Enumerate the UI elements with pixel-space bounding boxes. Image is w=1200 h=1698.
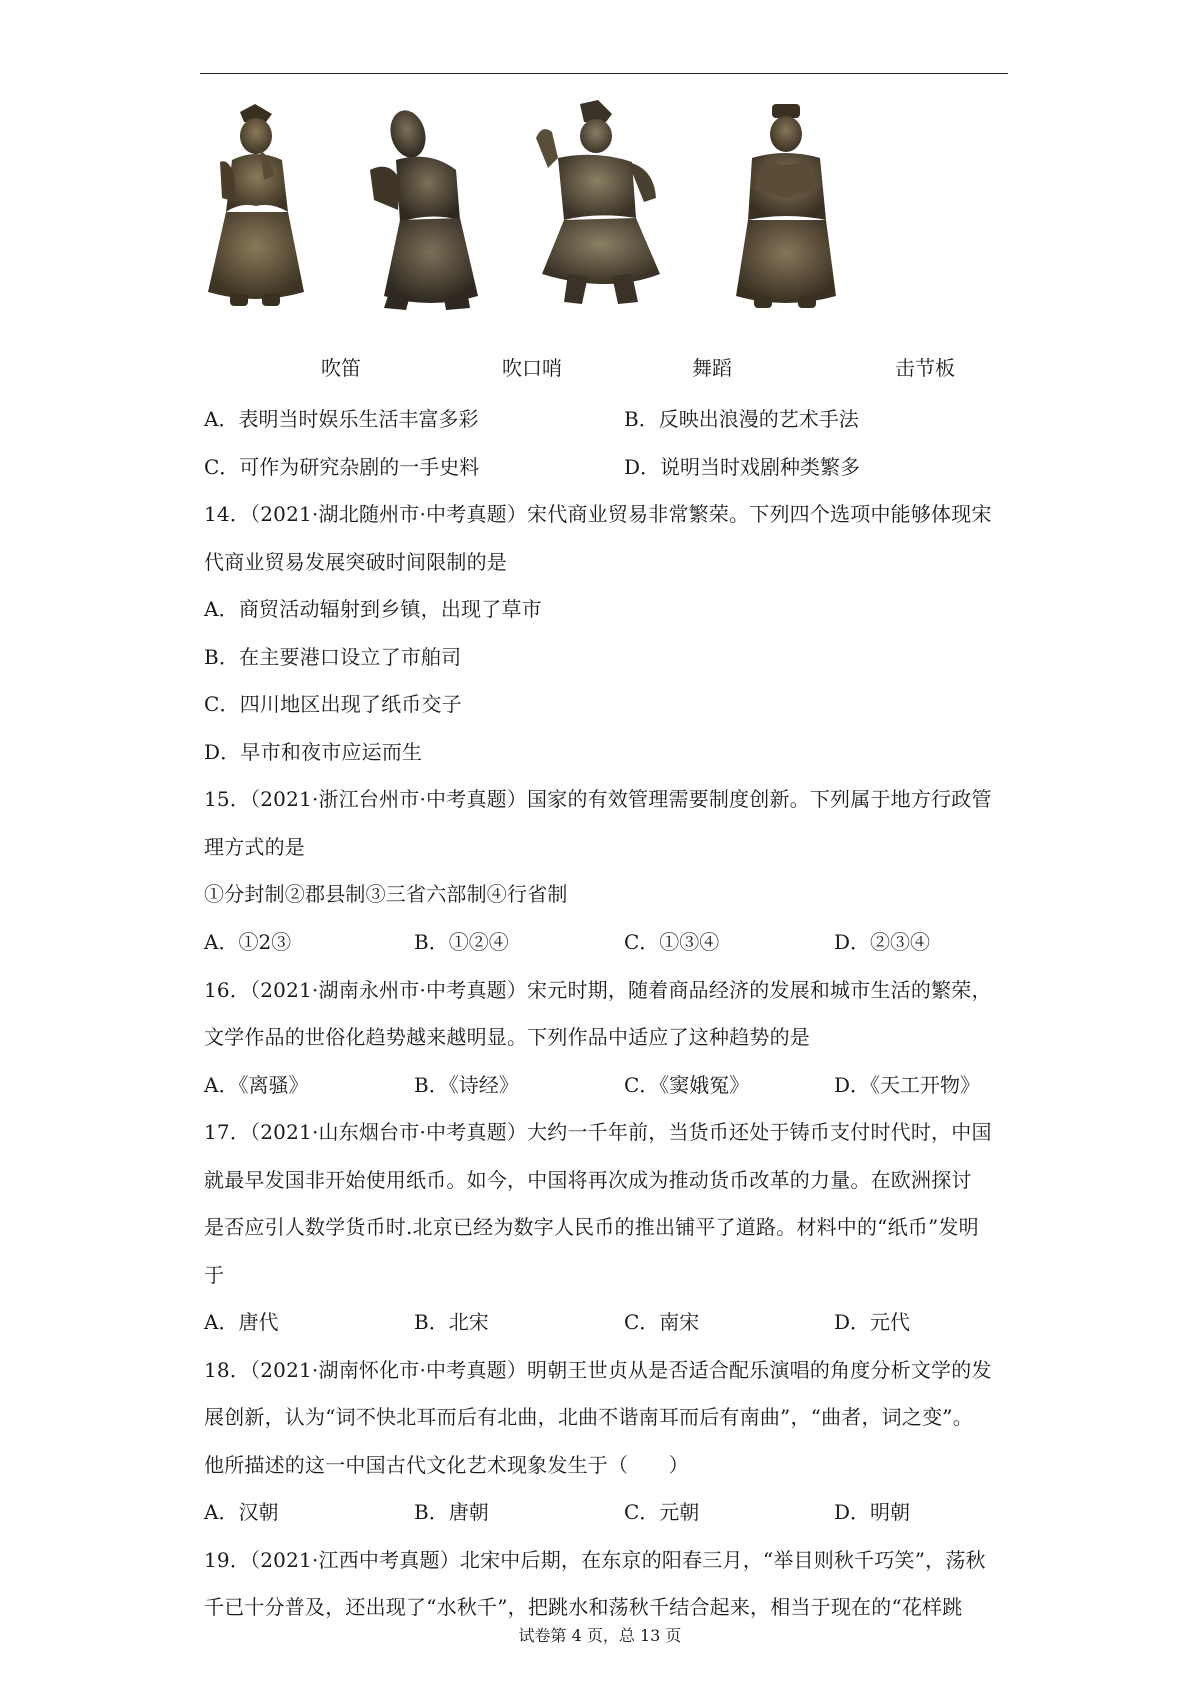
figure-caption-whistle: 吹口哨 — [502, 356, 562, 380]
q15-stem-line-2: 理方式的是 — [204, 835, 305, 859]
figure-caption-dance: 舞蹈 — [692, 356, 732, 380]
q18-option-c: C．元朝 — [624, 1500, 700, 1524]
q18-stem-line-2: 展创新，认为“词不快北耳而后有北曲，北曲不谐南耳而后有南曲”，“曲者，词之变”。 — [204, 1405, 973, 1429]
q15-stem-line-3: ①分封制②郡县制③三省六部制④行省制 — [204, 882, 568, 906]
q17-stem-line-2: 就最早发国非开始使用纸币。如今，中国将再次成为推动货币改革的力量。在欧洲探讨 — [204, 1168, 972, 1192]
q13-option-d: D．说明当时戏剧种类繁多 — [624, 455, 861, 479]
figure-caption-flute: 吹笛 — [321, 356, 361, 380]
q19-stem-line-2: 千已十分普及，还出现了“水秋千”，把跳水和荡秋千结合起来，相当于现在的“花样跳 — [204, 1595, 963, 1619]
q14-stem-line-2: 代商业贸易发展突破时间限制的是 — [204, 550, 507, 574]
q15-option-b: B．①②④ — [414, 930, 509, 954]
q15-stem-line-1: 15．（2021·浙江台州市·中考真题）国家的有效管理需要制度创新。下列属于地方行政管 — [204, 787, 992, 811]
q16-option-b: B．《诗经》 — [414, 1073, 519, 1097]
q14-option-a: A．商贸活动辐射到乡镇，出现了草市 — [204, 597, 542, 621]
q18-stem-line-1: 18．（2021·湖南怀化市·中考真题）明朝王世贞从是否适合配乐演唱的角度分析文学的发 — [204, 1358, 992, 1382]
q14-option-b: B．在主要港口设立了市舶司 — [204, 645, 462, 669]
figurine-clapper-image — [726, 102, 846, 330]
q14-stem-line-1: 14．（2021·湖北随州市·中考真题）宋代商业贸易非常繁荣。下列四个选项中能够体现宋 — [204, 502, 992, 526]
q18-option-a: A．汉朝 — [204, 1500, 279, 1524]
figurine-flute-image — [200, 102, 310, 330]
q17-option-c: C．南宋 — [624, 1310, 700, 1334]
q13-option-c: C．可作为研究杂剧的一手史料 — [204, 455, 480, 479]
q17-stem-line-1: 17．（2021·山东烟台市·中考真题）大约一千年前，当货币还处于铸币支付时代时，中国 — [204, 1120, 992, 1144]
figurine-dance-image — [528, 98, 668, 330]
header-rule — [200, 73, 1008, 74]
q17-stem-line-4: 于 — [204, 1263, 225, 1287]
q16-option-a: A．《离骚》 — [204, 1073, 309, 1097]
q14-option-c: C．四川地区出现了纸币交子 — [204, 692, 462, 716]
q13-option-a: A．表明当时娱乐生活丰富多彩 — [204, 407, 479, 431]
q17-option-a: A．唐代 — [204, 1310, 279, 1334]
q18-stem-line-3: 他所描述的这一中国古代文化艺术现象发生于（ ） — [204, 1453, 689, 1477]
q16-option-d: D．《天工开物》 — [834, 1073, 981, 1097]
q16-option-c: C．《窦娥冤》 — [624, 1073, 750, 1097]
q18-option-b: B．唐朝 — [414, 1500, 489, 1524]
page-footer: 试卷第 4 页，总 13 页 — [518, 1626, 682, 1645]
q17-option-b: B．北宋 — [414, 1310, 489, 1334]
figure-caption-clapper: 击节板 — [895, 356, 955, 380]
q16-stem-line-1: 16．（2021·湖南永州市·中考真题）宋元时期，随着商品经济的发展和城市生活的繁荣， — [204, 978, 992, 1002]
q13-option-b: B．反映出浪漫的艺术手法 — [624, 407, 859, 431]
q15-option-c: C．①③④ — [624, 930, 720, 954]
q19-stem-line-1: 19．（2021·江西中考真题）北宋中后期，在东京的阳春三月，“举目则秋千巧笑”，荡秋 — [204, 1548, 986, 1572]
q17-option-d: D．元代 — [834, 1310, 911, 1334]
q18-option-d: D．明朝 — [834, 1500, 911, 1524]
q14-option-d: D．早市和夜市应运而生 — [204, 740, 423, 764]
q17-stem-line-3: 是否应引人数学货币时.北京已经为数字人民币的推出铺平了道路。材料中的“纸币”发明 — [204, 1215, 979, 1239]
q16-stem-line-2: 文学作品的世俗化趋势越来越明显。下列作品中适应了这种趋势的是 — [204, 1025, 810, 1049]
q15-option-d: D．②③④ — [834, 930, 931, 954]
q15-option-a: A．①2③ — [204, 930, 292, 954]
figurine-whistle-image — [360, 100, 490, 328]
